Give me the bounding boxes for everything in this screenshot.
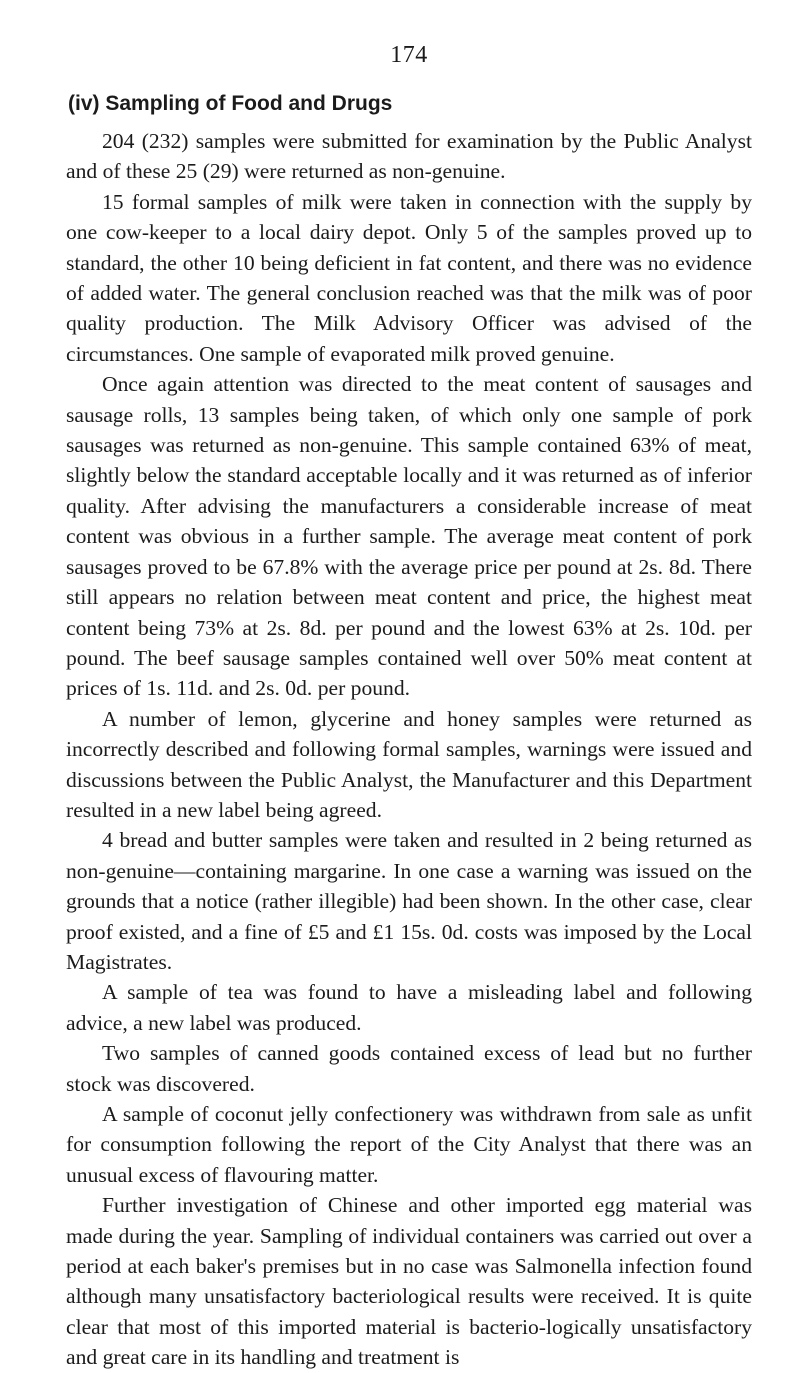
paragraph: A number of lemon, glycerine and honey samples were returned as incorrectly described and following formal samples, warnings were issued and discussions between the Public Analyst, the Manufacturer and this Department resulted in a new label being agreed. — [66, 706, 752, 822]
paragraph: A sample of coconut jelly confectionery was withdrawn from sale as unfit for consumption following the report of the City Analyst that there was an unusual excess of flavouring matter. — [66, 1102, 752, 1187]
paragraph: 204 (232) samples were submitted for examination by the Public Analyst and of these 25 (29) were returned as non-genuine. — [66, 129, 752, 184]
paragraph: 15 formal samples of milk were taken in connection with the supply by one cow-keeper to a local dairy depot. Only 5 of the samples proved up to standard, the other 10 being deficient in fat content, and there was no evidence of added water. The general conclusion reached was that the milk was of poor quality production. The Milk Advisory Officer was advised of the circumstances. One sample of evaporated milk proved genuine. — [66, 189, 752, 366]
page-number: 174 — [390, 42, 428, 68]
body-text — [66, 126, 752, 1373]
paragraph: 4 bread and butter samples were taken and resulted in 2 being returned as non-genuine—containing margarine. In one case a warning was issued on the grounds that a notice (rather illegible) had been shown. In the other case, clear proof existed, and a fine of £5 and £1 15s. 0d. costs was imposed by the Local Magistrates. — [66, 828, 752, 974]
paragraph: Further investigation of Chinese and other imported egg material was made during the year. Sampling of individual containers was carried out over a period at each baker's premises but in no case was Salmonella infection found although many unsatisfactory bacteriological results were received. It is quite clear that most of this imported material is bacterio-logically unsatisfactory and great care in its handling and treatment is — [66, 1193, 752, 1370]
paragraph: Once again attention was directed to the meat content of sausages and sausage rolls, 13 samples being taken, of which only one sample of pork sausages was returned as non-genuine. This sample contained 63% of meat, slightly below the standard acceptable locally and it was returned as of inferior quality. After advising the manufacturers a considerable increase of meat content was obvious in a further sample. The average meat content of pork sausages proved to be 67.8% with the average price per pound at 2s. 8d. There still appears no relation between meat content and price, the highest meat content being 73% at 2s. 8d. per pound and the lowest 63% at 2s. 10d. per pound. The beef sausage samples contained well over 50% meat content at prices of 1s. 11d. and 2s. 0d. per pound. — [66, 372, 752, 701]
section-heading: (iv) Sampling of Food and Drugs — [68, 92, 393, 115]
paragraph: A sample of tea was found to have a misleading label and following advice, a new label was produced. — [66, 980, 752, 1035]
paragraph: Two samples of canned goods contained excess of lead but no further stock was discovered. — [66, 1041, 752, 1096]
